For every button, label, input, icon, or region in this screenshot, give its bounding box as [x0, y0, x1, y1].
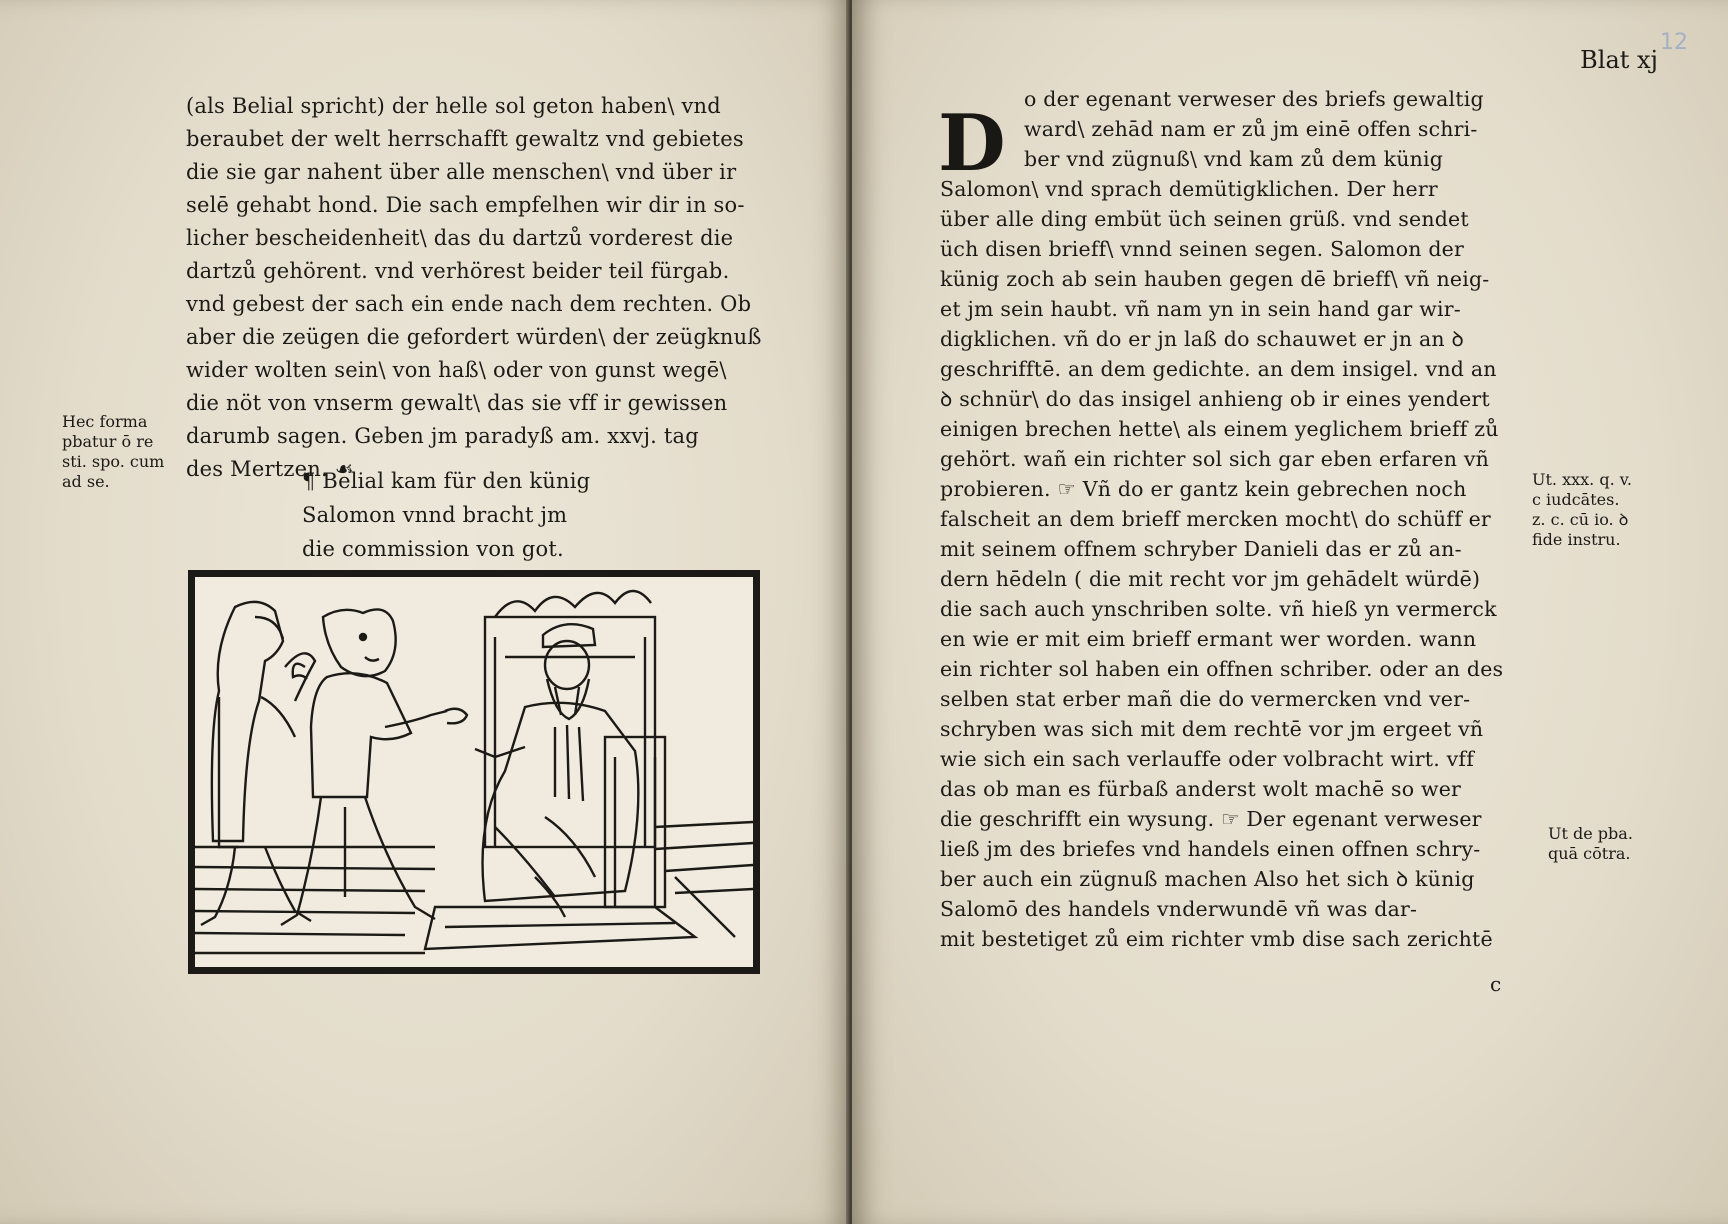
marginal-line: ad se.: [62, 472, 110, 491]
text-line: ein richter sol haben ein offnen schriber. oder an des: [940, 657, 1504, 681]
text-line: vnd gebest der sach ein ende nach dem rechten. Ob: [186, 292, 752, 316]
text-line: Salomon\ vnd sprach demütigklichen. Der herr: [940, 177, 1438, 201]
text-line: ꝺ schnür\ do das insigel anhieng ob ir eines yendert: [940, 387, 1490, 411]
marginal-line: pbatur ō re: [62, 432, 154, 451]
woodcut-drawing: [195, 577, 753, 967]
text-line: falscheit an dem brieff mercken mocht\ do schüff er: [940, 507, 1491, 531]
right-body-text: [940, 84, 1540, 954]
marginal-line: Ut. xxx. q. v.: [1532, 470, 1632, 489]
text-line: aber die zeügen die gefordert würden\ der zeügknuß: [186, 325, 762, 349]
right-marginal-note-2: [1548, 824, 1633, 864]
text-line: das ob man es fürbaß anderst wolt machē so wer: [940, 777, 1462, 801]
marginal-line: Hec forma: [62, 412, 148, 431]
text-line: probieren. ☞ Vñ do er gantz kein gebrechen noch: [940, 477, 1467, 501]
text-line: die geschrifft ein wysung. ☞ Der egenant verweser: [940, 807, 1482, 831]
caption-line: Salomon vnnd bracht jm: [302, 503, 568, 527]
text-line: einigen brechen hette\ als einem yeglichem brieff zů: [940, 417, 1499, 441]
signature-mark: c: [1490, 972, 1502, 996]
caption-line: ¶ Belial kam für den künig: [302, 469, 591, 493]
left-marginal-note: [62, 412, 164, 492]
text-line: wider wolten sein\ von haß\ oder von gunst wegē\: [186, 358, 727, 382]
left-body-text: [186, 90, 776, 486]
text-line: (als Belial spricht) der helle sol geton haben\ vnd: [186, 94, 721, 118]
text-line: die nöt von vnserm gewalt\ das sie vff ir gewissen: [186, 391, 728, 415]
text-line: dern hēdeln ( die mit recht vor jm gehādelt würdē): [940, 567, 1481, 591]
text-line: ber vnd zügnuß\ vnd kam zů dem künig: [1024, 147, 1444, 171]
floor-hatching: [195, 822, 753, 953]
woodcut-illustration: [188, 570, 760, 974]
text-line: gehört. wañ ein richter sol sich gar eben erfaren vñ: [940, 447, 1490, 471]
marginal-line: z. c. cū io. ꝺ: [1532, 510, 1629, 529]
text-line: selben stat erber mañ die do vermercken vnd ver-: [940, 687, 1471, 711]
text-line: ber auch ein zügnuß machen Also het sich ꝺ künig: [940, 867, 1475, 891]
text-line: ward\ zehād nam er zů jm einē offen schri-: [1024, 117, 1478, 141]
text-line: schryben was sich mit dem rechtē vor jm ergeet vñ: [940, 717, 1484, 741]
text-line: üch disen brieff\ vnnd seinen segen. Salomon der: [940, 237, 1465, 261]
text-line: dartzů gehörent. vnd verhörest beider teil fürgab.: [186, 259, 730, 283]
left-page: [0, 0, 850, 1224]
text-line: mit bestetiget zů eim richter vmb dise sach zerichtē: [940, 927, 1493, 951]
text-line: die sie gar nahent über alle menschen\ vnd über ir: [186, 160, 737, 184]
caption-line: die commission von got.: [302, 537, 564, 561]
devil-figure: [281, 609, 467, 925]
marginal-line: sti. spo. cum: [62, 452, 165, 471]
text-line: selē gehabt hond. Die sach empfelhen wir dir in so-: [186, 193, 745, 217]
text-line: über alle ding embüt üch seinen grüß. vnd sendet: [940, 207, 1469, 231]
hooded-figure: [201, 602, 315, 925]
right-marginal-note-1: [1532, 470, 1632, 550]
text-line: beraubet der welt herrschafft gewaltz vnd gebietes: [186, 127, 744, 151]
text-line: mit seinem offnem schryber Danieli das er zů an-: [940, 537, 1462, 561]
text-line: wie sich ein sach verlauffe oder volbracht wirt. vff: [940, 747, 1475, 771]
text-line: o der egenant verweser des briefs gewaltig: [1024, 87, 1484, 111]
text-line: et jm sein haubt. vñ nam yn in sein hand gar wir-: [940, 297, 1461, 321]
text-line: künig zoch ab sein hauben gegen dē brieff\ vñ neig-: [940, 267, 1490, 291]
woodcut-caption: [302, 464, 662, 566]
text-line: en wie er mit eim brieff ermant wer worden. wann: [940, 627, 1477, 651]
marginal-line: quā cōtra.: [1548, 844, 1631, 863]
marginal-line: fide instru.: [1532, 530, 1621, 549]
marginal-line: Ut de pba.: [1548, 824, 1633, 843]
text-line: die sach auch ynschriben solte. vñ hieß yn vermerck: [940, 597, 1497, 621]
pencil-folio-number: 12: [1660, 30, 1688, 55]
text-line: licher bescheidenheit\ das du dartzů vorderest die: [186, 226, 734, 250]
text-line: des Mertzen. ☙: [186, 457, 354, 481]
text-line: digklichen. vñ do er jn laß do schauwet er jn an ꝺ: [940, 327, 1464, 351]
text-line: ließ jm des briefes vnd handels einen offnen schry-: [940, 837, 1481, 861]
text-line: geschrifftē. an dem gedichte. an dem insigel. vnd an: [940, 357, 1497, 381]
text-line: Salomō des handels vnderwundē vñ was dar-: [940, 897, 1418, 921]
running-head: Blat xj: [1580, 46, 1658, 74]
drop-cap-initial: D: [938, 98, 1006, 189]
text-line: darumb sagen. Geben jm paradyß am. xxvj. tag: [186, 424, 699, 448]
marginal-line: c iudcātes.: [1532, 490, 1620, 509]
